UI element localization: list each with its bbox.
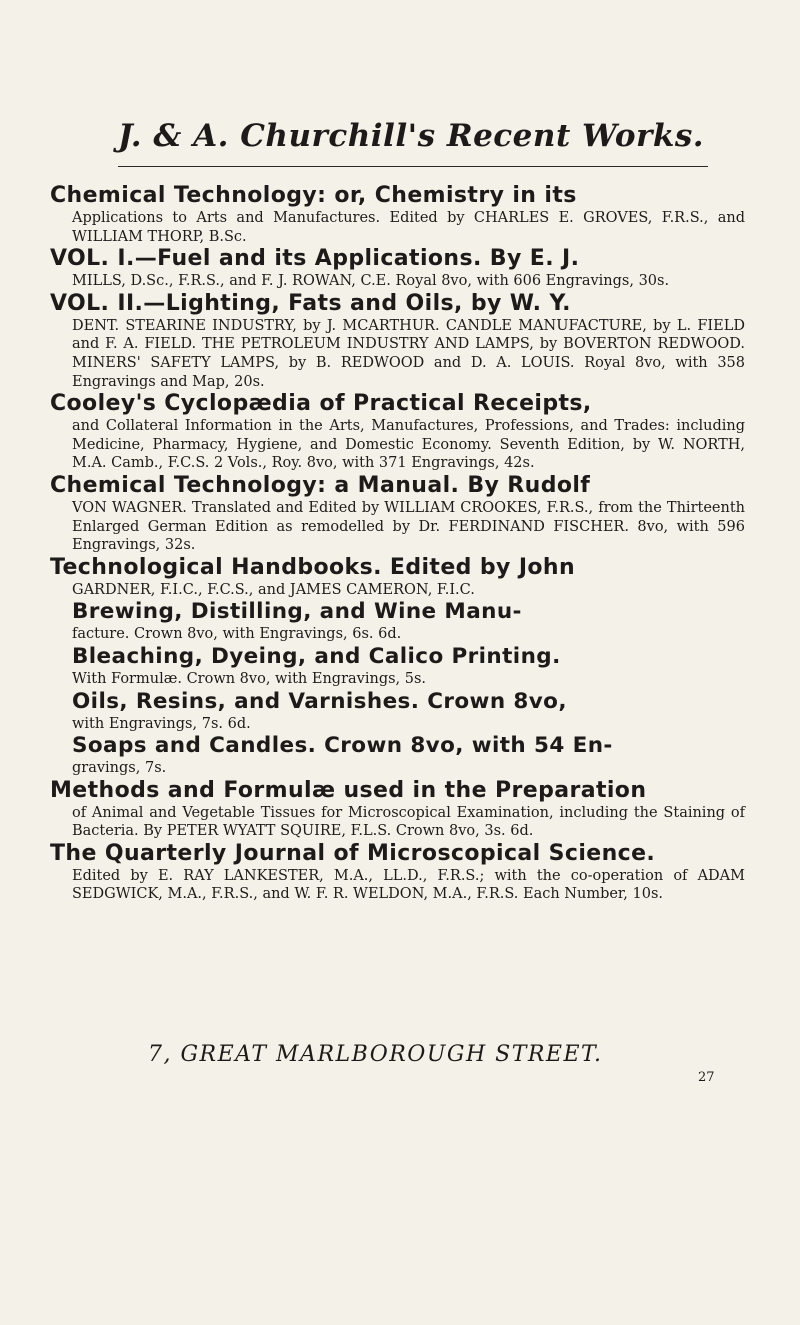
handbook-title: Brewing, Distilling, and Wine Manu- xyxy=(72,599,522,625)
handbook-description: gravings, 7s. xyxy=(72,760,167,777)
entry-description: Edited by E. RAY LANKESTER, M.A., LL.D., F.R.S.; with the co-operation of ADAM SEDGWICK, M.A., F.R.S., and W. F. R. WELDON, M.A., F.R.S. Each Number, 10s. xyxy=(72,867,745,903)
handbook-description: With Formulæ. Crown 8vo, with Engravings, 5s. xyxy=(72,670,427,687)
header-rule xyxy=(118,166,708,167)
entry-title: Cooley's Cyclopædia of Practical Receipts, xyxy=(50,391,592,417)
handbook-entry xyxy=(72,599,745,644)
handbook-title: Bleaching, Dyeing, and Calico Printing. xyxy=(72,643,561,669)
entry-description: DENT. STEARINE INDUSTRY, by J. MCARTHUR. CANDLE MANUFACTURE, by L. FIELD and F. A. FIELD. THE PETROLEUM INDUSTRY AND LAMPS, by BOVERTON REDWOOD. MINERS' SAFETY LAMPS, by B. REDWOOD and D. A. LOUIS. Royal 8vo, with 358 Engravings and Map, 20s. xyxy=(72,317,745,390)
catalogue-entry xyxy=(50,246,745,291)
handbook-description: facture. Crown 8vo, with Engravings, 6s. 6d. xyxy=(72,626,402,643)
entry-title: Methods and Formulæ used in the Preparation xyxy=(50,777,647,803)
catalogue-entry xyxy=(50,778,745,841)
entry-description: Applications to Arts and Manufactures. Edited by CHARLES E. GROVES, F.R.S., and WILLIAM THORP, B.Sc. xyxy=(72,210,745,245)
entry-description: VON WAGNER. Translated and Edited by WILLIAM CROOKES, F.R.S., from the Thirteenth Enlarged German Edition as remodelled by Dr. FERDINAND FISCHER. 8vo, with 596 Engravings, 32s. xyxy=(72,499,745,554)
handbook-description: with Engravings, 7s. 6d. xyxy=(72,715,251,732)
entry-title: VOL. II.—Lighting, Fats and Oils, by W. Y. xyxy=(50,290,571,316)
catalogue-listing xyxy=(50,183,745,904)
catalogue-entry xyxy=(50,291,745,391)
running-head: J. & A. Churchill's Recent Works. xyxy=(118,118,705,154)
entry-title: Chemical Technology: or, Chemistry in its xyxy=(50,183,577,208)
entry-description: of Animal and Vegetable Tissues for Microscopical Examination, including the Staining of Bacteria. By PETER WYATT SQUIRE, F.L.S. Crown 8vo, 3s. 6d. xyxy=(72,804,745,840)
handbook-series xyxy=(50,599,745,777)
handbook-title: Soaps and Candles. Crown 8vo, with 54 En- xyxy=(72,733,613,759)
catalogue-entry xyxy=(50,841,745,904)
page-number: 27 xyxy=(698,1070,715,1085)
entry-description: MILLS, D.Sc., F.R.S., and F. J. ROWAN, C.E. Royal 8vo, with 606 Engravings, 30s. xyxy=(72,273,670,290)
handbook-entry xyxy=(72,644,745,689)
catalogue-entry xyxy=(50,473,745,555)
handbook-title: Oils, Resins, and Varnishes. Crown 8vo, xyxy=(72,688,567,714)
catalogue-entry xyxy=(50,391,745,473)
entry-description: GARDNER, F.I.C., F.C.S., and JAMES CAMERON, F.I.C. xyxy=(72,581,475,598)
entry-title: The Quarterly Journal of Microscopical Science. xyxy=(50,840,656,866)
handbook-entry xyxy=(72,733,745,778)
entry-description: and Collateral Information in the Arts, Manufactures, Professions, and Trades: including Medicine, Pharmacy, Hygiene, and Domestic Economy. Seventh Edition, by W. NORTH, M.A. Camb., F.C.S. 2 Vols., Roy. 8vo, with 371 Engravings, 42s. xyxy=(72,418,745,472)
entry-title: Chemical Technology: a Manual. By Rudolf xyxy=(50,472,591,498)
handbook-entry xyxy=(72,689,745,734)
catalogue-entry xyxy=(50,183,745,246)
publisher-address: 7, GREAT MARLBOROUGH STREET. xyxy=(148,1042,603,1067)
entry-title: Technological Handbooks. Edited by John xyxy=(50,554,576,580)
catalogue-entry xyxy=(50,555,745,600)
entry-title: VOL. I.—Fuel and its Applications. By E. J. xyxy=(50,246,580,272)
